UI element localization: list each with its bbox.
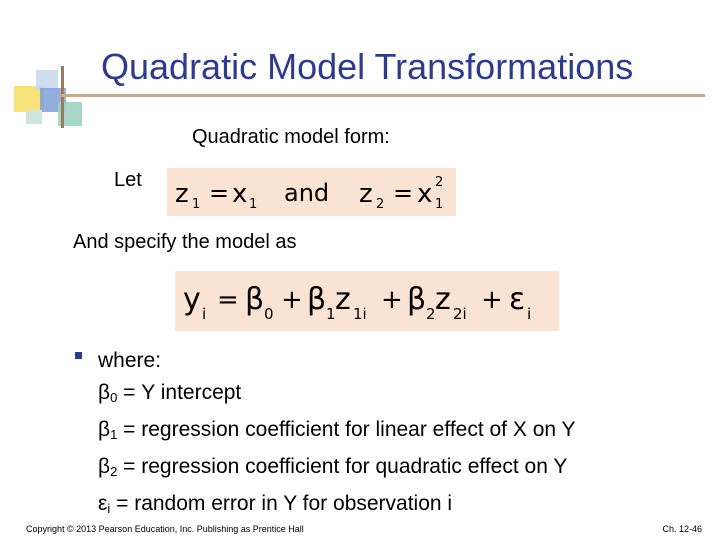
svg-text:z: z <box>175 179 189 209</box>
definition-text: = random error in Y for observation i <box>110 492 453 515</box>
definition-beta2 <box>98 451 576 488</box>
slide-logo <box>14 66 84 128</box>
svg-text:1: 1 <box>326 305 336 323</box>
definition-subscript: i <box>107 501 111 516</box>
definition-symbol: β <box>98 381 111 404</box>
svg-text:and: and <box>284 179 330 207</box>
svg-text:i: i <box>202 305 207 323</box>
definition-symbol: β <box>98 455 111 478</box>
svg-text:β: β <box>307 282 327 317</box>
svg-text:z: z <box>335 282 351 317</box>
svg-text:1: 1 <box>249 197 258 212</box>
where-label: where: <box>98 349 162 372</box>
definition-symbol: ε <box>98 492 108 515</box>
svg-text:β: β <box>407 282 427 317</box>
definition-beta0 <box>98 377 576 414</box>
definition-text: = Y intercept <box>117 381 242 404</box>
svg-text:β: β <box>245 282 265 317</box>
substitution-equation <box>167 168 456 216</box>
bullet-marker <box>75 352 82 359</box>
definition-symbol: β <box>98 418 111 441</box>
svg-text:y: y <box>183 282 201 317</box>
svg-text:ε: ε <box>509 282 526 317</box>
definition-subscript: 1 <box>110 427 118 442</box>
svg-text:+: + <box>481 285 503 315</box>
svg-text:x: x <box>417 179 433 209</box>
svg-text:=: = <box>209 179 230 207</box>
definitions-list <box>98 345 576 525</box>
definition-epsilon <box>98 488 576 525</box>
footer-page-number: Ch. 12-46 <box>662 524 702 534</box>
slide-title: Quadratic Model Transformations <box>101 46 634 87</box>
svg-text:=: = <box>217 285 239 315</box>
svg-text:2: 2 <box>376 197 385 212</box>
svg-text:1: 1 <box>192 197 201 212</box>
definition-beta1 <box>98 414 576 451</box>
svg-text:z: z <box>435 282 451 317</box>
footer-copyright: Copyright © 2013 Pearson Education, Inc. Publishing as Prentice Hall <box>26 524 304 534</box>
definition-subscript: 0 <box>110 390 118 405</box>
definition-text: = regression coefficient for quadratic effect on Y <box>117 455 568 478</box>
subtitle: Quadratic model form: <box>192 126 390 148</box>
svg-text:1i: 1i <box>353 305 367 323</box>
logo-square-small <box>26 110 42 124</box>
model-equation <box>175 271 559 331</box>
model-equation-graphic <box>175 271 559 331</box>
definition-subscript: 2 <box>110 464 118 479</box>
definition-text: = regression coefficient for linear effect of X on Y <box>117 418 576 441</box>
svg-text:2i: 2i <box>453 305 467 323</box>
svg-text:+: + <box>281 285 303 315</box>
svg-text:i: i <box>527 305 532 323</box>
let-label: Let <box>114 169 142 191</box>
logo-square-light <box>36 70 58 90</box>
svg-text:2: 2 <box>435 175 444 190</box>
svg-text:1: 1 <box>435 197 444 212</box>
substitution-equation-graphic <box>167 168 456 216</box>
svg-text:0: 0 <box>264 305 274 323</box>
logo-vertical-bar <box>61 66 64 128</box>
svg-text:2: 2 <box>426 305 436 323</box>
svg-text:z: z <box>359 179 373 209</box>
svg-text:x: x <box>232 179 248 209</box>
svg-text:=: = <box>393 179 414 207</box>
title-underline <box>58 94 705 97</box>
specify-text: And specify the model as <box>73 231 297 253</box>
svg-text:+: + <box>381 285 403 315</box>
